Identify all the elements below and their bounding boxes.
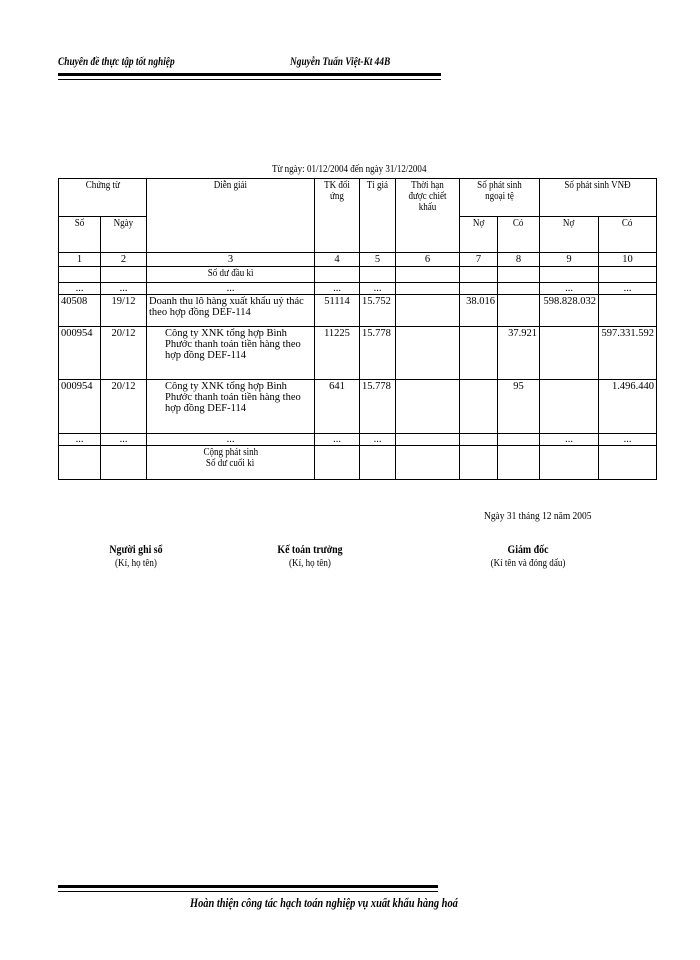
header-nt-no: Nợ [460, 217, 498, 253]
cell-thoi-han [396, 295, 460, 327]
signature-title: Giám đốc [507, 544, 549, 556]
col-number: 9 [540, 253, 599, 267]
column-number-row [59, 253, 657, 267]
cell-so: 000954 [59, 327, 101, 380]
header-vnd-no: Nợ [540, 217, 599, 253]
header-thoi-han: Thời hạn được chiết khấu [396, 179, 460, 253]
cell-nt-no [460, 327, 498, 380]
header-author: Nguyễn Tuấn Việt-Kt 44B [290, 54, 391, 68]
signature-note: (Kí tên và đóng dấu) [490, 558, 566, 569]
signature-note: (Kí, họ tên) [115, 558, 157, 569]
period-line: Từ ngày: 01/12/2004 đến ngày 31/12/2004 [272, 163, 427, 175]
cell-nt-co [498, 295, 540, 327]
header-vnd-co: Có [599, 217, 657, 253]
closing-balance-label: Số dư cuối kì [206, 458, 255, 469]
header-tk-doi-ung: TK đối ứng [315, 179, 360, 253]
header-nt-co: Có [498, 217, 540, 253]
cell-ti-gia: 15.778 [360, 380, 396, 434]
cell-tk: 51114 [315, 295, 360, 327]
col-number: 10 [599, 253, 657, 267]
cell-ti-gia: 15.752 [360, 295, 396, 327]
header-ti-gia: Tỉ giá [360, 179, 396, 253]
signature-recorder [86, 544, 186, 569]
cell-nt-no: 38.016 [460, 295, 498, 327]
header-chung-tu: Chứng từ [59, 179, 147, 217]
cell-nt-no [460, 380, 498, 434]
table-row [59, 295, 657, 327]
col-number: 2 [101, 253, 147, 267]
cell-thoi-han [396, 380, 460, 434]
signature-note: (Kí, họ tên) [289, 558, 331, 569]
cell-vnd-no [540, 380, 599, 434]
ellipsis-row: ... ... ... ... ... ... ... [59, 434, 657, 446]
totals-labels [147, 446, 315, 480]
header-ngay: Ngày [101, 217, 147, 253]
cell-so: 40508 [59, 295, 101, 327]
header-rule-thick [58, 73, 441, 76]
totals-row [59, 446, 657, 480]
col-number: 7 [460, 253, 498, 267]
signature-director [468, 544, 588, 569]
total-label: Cộng phát sinh [203, 447, 258, 458]
signing-date: Ngày 31 tháng 12 năm 2005 [484, 510, 592, 522]
col-number: 3 [147, 253, 315, 267]
cell-dien-giai: Doanh thu lô hàng xuất khẩu uỷ thác theo hợp đồng DEF-114 [147, 295, 315, 327]
col-number: 4 [315, 253, 360, 267]
table-row [59, 380, 657, 434]
col-number: 1 [59, 253, 101, 267]
cell-nt-co: 37.921 [498, 327, 540, 380]
opening-balance-row [59, 267, 657, 283]
cell-ngay: 20/12 [101, 380, 147, 434]
cell-tk: 641 [315, 380, 360, 434]
col-number: 5 [360, 253, 396, 267]
ellipsis-row: ... ... ... ... ... ... ... [59, 283, 657, 295]
signature-chief-accountant [250, 544, 370, 569]
footer-rule-thin [58, 891, 438, 892]
header-ps-ngoai-te: Số phát sinh ngoại tệ [460, 179, 540, 217]
cell-vnd-no: 598.828.032 [540, 295, 599, 327]
header-ps-vnd: Số phát sinh VNĐ [540, 179, 657, 217]
footer-rule-thick [58, 885, 438, 888]
header-row-1 [59, 179, 657, 217]
header-rule-thin [58, 79, 441, 80]
cell-dien-giai: Công ty XNK tổng hợp Bình Phước thanh toán tiền hàng theo hợp đồng DEF-114 [147, 380, 315, 434]
cell-nt-co: 95 [498, 380, 540, 434]
header-so: Số [59, 217, 101, 253]
ledger-table [58, 178, 657, 480]
cell-thoi-han [396, 327, 460, 380]
header-dien-giai: Diễn giải [147, 179, 315, 253]
cell-vnd-no [540, 327, 599, 380]
signature-title: Người ghi sổ [109, 544, 163, 556]
cell-ngay: 19/12 [101, 295, 147, 327]
cell-vnd-co: 1.496.440 [599, 380, 657, 434]
col-number: 6 [396, 253, 460, 267]
cell-dien-giai: Công ty XNK tổng hợp Bình Phước thanh toán tiền hàng theo hợp đồng DEF-114 [147, 327, 315, 380]
footer-title: Hoàn thiện công tác hạch toán nghiệp vụ xuất khẩu hàng hoá [190, 895, 458, 910]
opening-balance-label: Số dư đầu kì [147, 267, 315, 283]
col-number: 8 [498, 253, 540, 267]
table-row [59, 327, 657, 380]
cell-ti-gia: 15.778 [360, 327, 396, 380]
header-left-title: Chuyên đề thực tập tốt nghiệp [58, 54, 175, 68]
cell-tk: 11225 [315, 327, 360, 380]
cell-so: 000954 [59, 380, 101, 434]
signature-title: Kế toán trưởng [277, 544, 343, 556]
cell-vnd-co [599, 295, 657, 327]
cell-vnd-co: 597.331.592 [599, 327, 657, 380]
cell-ngay: 20/12 [101, 327, 147, 380]
